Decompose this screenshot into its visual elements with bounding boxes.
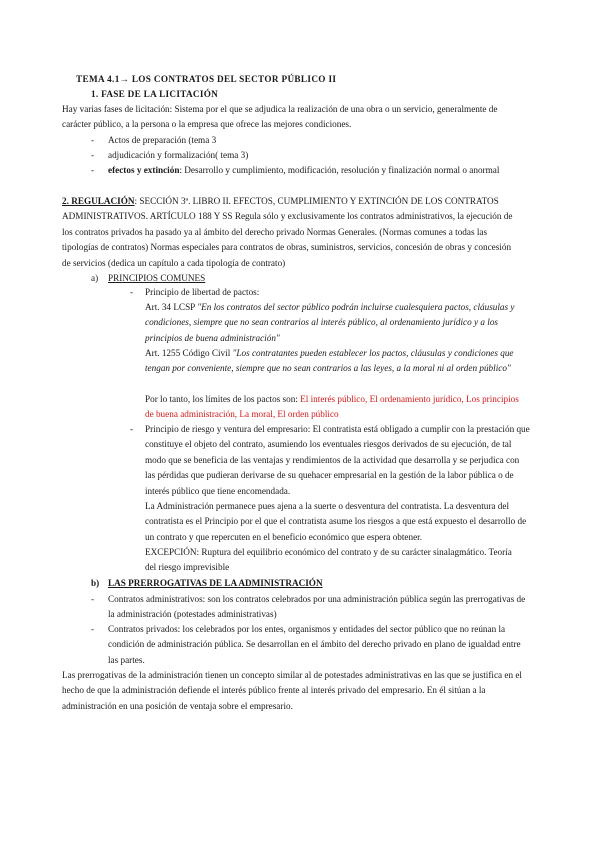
principios-heading: PRINCIPIOS COMUNES bbox=[108, 273, 206, 283]
document-title: TEMA 4.1→ LOS CONTRATOS DEL SECTOR PÚBLICO II bbox=[76, 74, 337, 84]
section-1-intro: Hay varias fases de licitación: Sistema por el que se adjudica la realización de una obra o un servicio, generalmente de carácter público, a la persona o la empresa que ofrece las mejores condiciones. bbox=[62, 104, 498, 130]
prerrogativas-item-2: Contratos privados: los celebrados por los entes, organismos y entidades del sector público que no reúnan la condición de administración pública. Se desarrollan en el ámbito del derecho privado en plano de igualdad entre las partes. bbox=[108, 624, 521, 665]
list-label-b: b) bbox=[91, 578, 100, 588]
list-item: Actos de preparación (tema 3 bbox=[108, 135, 217, 145]
bullet-dash: - bbox=[91, 150, 95, 160]
bullet-dash: - bbox=[91, 165, 95, 175]
list-label-a: a) bbox=[91, 273, 99, 283]
closing-paragraph: Las prerrogativas de la administración tienen un concepto similar al de potestades administrativas en las que se justifica en el hecho de que la administración defiende el interés público frente al interés privado del empresario. En él sitúan a la administración en una posición de ventaja sobre el empresario. bbox=[62, 670, 522, 711]
bullet-dash: - bbox=[91, 624, 95, 634]
libertad-title: Principio de libertad de pactos: bbox=[145, 287, 260, 297]
section-1-heading: 1. FASE DE LA LICITACIÓN bbox=[91, 89, 219, 99]
prerrogativas-heading: LAS PRERROGATIVAS DE LA ADMINISTRACIÓN bbox=[108, 578, 323, 588]
bullet-dash: - bbox=[91, 135, 95, 145]
art-34-quote: Art. 34 LCSP "En los contratos del sector público podrán incluirse cualesquiera pactos, cláusulas y condiciones, siempre que no sean contrarios al interés público, al ordenamiento jurídico y a los principios de buena administración" bbox=[145, 302, 515, 343]
bullet-dash: - bbox=[91, 594, 95, 604]
riesgo-paragraph-1: Principio de riesgo y ventura del empresario: El contratista está obligado a cumplir con la prestación que constituye el objeto del contrato, asumiendo los eventuales riesgos derivados de su ejecución, de tal modo que se beneficia de las ventajas y rendimientos de la actividad que desarrolla y se perjudica con las pérdidas que pudieran derivarse de su quehacer empresarial en la gestión de la labor pública o de interés público que tiene encomendada. bbox=[145, 424, 530, 496]
list-item: adjudicación y formalización( tema 3) bbox=[108, 150, 249, 160]
bullet-dash: - bbox=[130, 424, 134, 434]
section-2-regulacion: 2. REGULACIÓN: SECCIÓN 3ª. LIBRO II. EFECTOS, CUMPLIMIENTO Y EXTINCIÓN DE LOS CONTRATOS ADMINISTRATIVOS. ARTÍCULO 188 Y SS Regula sólo y exclusivamente los contratos administrativos, la ejecución de los contratos privados ha pasado ya al ámbito del derecho privado Normas Generales. (Normas comunes a todas las tipologías de contratos) Normas especiales para contratos de obras, suministros, servicios, concesión de obras y concesión de servicios (dedica un capítulo a cada tipología de contrato) bbox=[62, 196, 513, 268]
pact-limits: Por lo tanto, los límites de los pactos son: El interés público, El ordenamiento jurídico, Los principios de buena administración, La moral, El orden público bbox=[145, 394, 519, 420]
riesgo-paragraph-2: La Administración permanece pues ajena a la suerte o desventura del contratista. La desventura del contratista es el Principio por el que el contratista asume los riesgos a que está expuesto el desarrollo de un contrato y que repercuten en el beneficio económico que espera obtener. bbox=[145, 501, 527, 542]
bullet-dash: - bbox=[130, 287, 134, 297]
riesgo-exception: EXCEPCIÓN: Ruptura del equilibrio económico del contrato y de su carácter sinalagmático. Teoría del riesgo imprevisible bbox=[145, 547, 512, 573]
list-item: efectos y extinción: Desarrollo y cumplimiento, modificación, resolución y finalización normal o anormal bbox=[108, 165, 500, 175]
prerrogativas-item-1: Contratos administrativos: son los contratos celebrados por una administración pública según las prerrogativas de la administración (potestades administrativas) bbox=[108, 594, 526, 620]
art-1255-quote: Art. 1255 Código Civil "Los contratantes pueden establecer los pactos, cláusulas y condiciones que tengan por conveniente, siempre que no sean contrarios a las leyes, a la moral ni al orden público" bbox=[145, 348, 514, 374]
